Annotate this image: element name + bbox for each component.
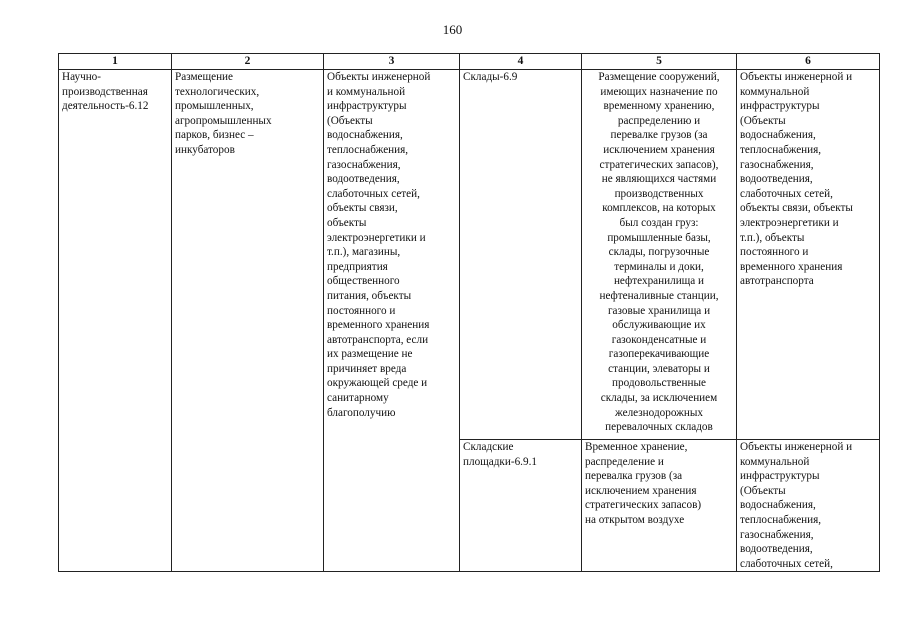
table-header-row xyxy=(59,54,880,70)
header-col-1: 1 xyxy=(59,54,172,70)
cell-auxiliary-objects: Объекты инженерной и коммунальной инфраструктуры (Объекты водоснабжения, теплоснабжения, газоснабжения, водоотведения, слаботочных сетей, объекты связи, объекты электроэнергетики и т.п.), магазины, предприятия общественного питания, объекты постоянного и временного хранения автотранспорта, если их размещение не причиняет вреда окружающей среде и санитарному благополучию xyxy=(324,70,460,572)
table-row xyxy=(59,70,880,440)
header-col-4: 4 xyxy=(460,54,582,70)
cell-use-storage-areas: Складские площадки-6.9.1 xyxy=(460,440,582,572)
header-col-3: 3 xyxy=(324,54,460,70)
cell-warehouses-auxiliary: Объекты инженерной и коммунальной инфраструктуры (Объекты водоснабжения, теплоснабжения, газоснабжения, водоотведения, слаботочных сетей, объекты связи, объекты электроэнергетики и т.п.), объекты постоянного и временного хранения автотранспорта xyxy=(737,70,880,440)
cell-warehouses-description: Размещение сооружений, имеющих назначение по временному хранению, распределению и перевалке грузов (за исключением хранения стратегических запасов), не являющихся частями производственных комплексов, на которых был создан груз: промышленные базы, склады, погрузочные терминалы и доки, нефтехранилища и нефтеналивные станции, газовые хранилища и обслуживающие их газоконденсатные и газоперекачивающие станции, элеваторы и продовольственные склады, за исключением железнодорожных перевалочных складов xyxy=(582,70,737,440)
cell-use-warehouses: Склады-6.9 xyxy=(460,70,582,440)
header-col-2: 2 xyxy=(172,54,324,70)
header-col-5: 5 xyxy=(582,54,737,70)
page-number: 160 xyxy=(442,22,463,37)
cell-main-use: Научно- производственная деятельность-6.12 xyxy=(59,70,172,572)
cell-storage-areas-description: Временное хранение, распределение и перевалка грузов (за исключением хранения стратегических запасов) на открытом воздухе xyxy=(582,440,737,572)
cell-storage-areas-auxiliary: Объекты инженерной и коммунальной инфраструктуры (Объекты водоснабжения, теплоснабжения, газоснабжения, водоотведения, слаботочных сетей, xyxy=(737,440,880,572)
header-col-6: 6 xyxy=(737,54,880,70)
zoning-table xyxy=(58,53,880,572)
cell-main-description: Размещение технологических, промышленных, агропромышленных парков, бизнес – инкубаторов xyxy=(172,70,324,572)
